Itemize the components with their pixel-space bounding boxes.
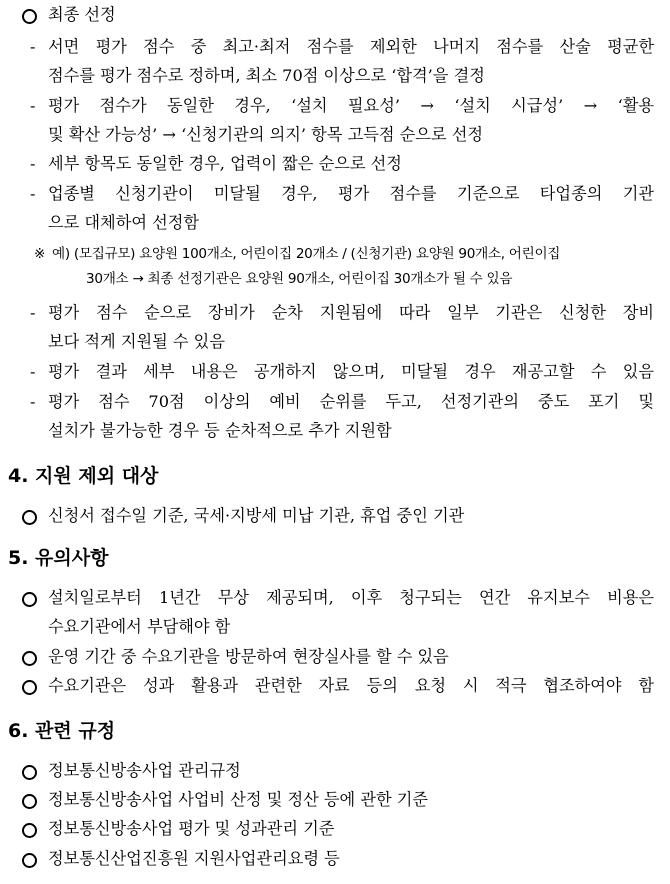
section-heading: 5. 유의사항	[8, 547, 109, 569]
note-line: 예) (모집규모) 요양원 100개소, 어린이집 20개소 / (신청기관) 요양원 90개소, 어린이집	[52, 246, 561, 262]
list-item: 운영 기간 중 수요기관을 방문하여 현장실사를 할 수 있음	[48, 647, 449, 666]
circle-bullet-icon	[22, 794, 37, 809]
circle-bullet-icon	[22, 765, 37, 780]
section-heading: 6. 관련 규정	[8, 720, 116, 742]
paragraph-line: 설치일로부터 1년간 무상 제공되며, 이후 청구되는 연간 유지보수 비용은	[48, 588, 654, 607]
circle-bullet-icon	[22, 592, 37, 607]
list-item: 정보통신방송사업 사업비 산정 및 정산 등에 관한 기준	[48, 790, 429, 809]
circle-bullet-icon	[22, 823, 37, 838]
paragraph-line: 수요기관에서 부담해야 함	[48, 617, 231, 636]
dash-bullet: -	[30, 96, 36, 115]
note-mark: ※	[34, 246, 46, 262]
dash-bullet: -	[30, 392, 36, 411]
paragraph-line: 업종별 신청기관이 미달될 경우, 평가 점수를 기준으로 타업종의 기관	[48, 184, 654, 203]
list-item: 신청서 접수일 기준, 국세·지방세 미납 기관, 휴업 중인 기관	[48, 506, 465, 525]
paragraph-line: 및 확산 가능성’ → ‘신청기관의 의지’ 항목 고득점 순으로 선정	[48, 125, 483, 144]
paragraph-line: 세부 항목도 동일한 경우, 업력이 짧은 순으로 선정	[48, 154, 402, 173]
paragraph-line: 점수를 평가 점수로 정하며, 최소 70점 이상으로 ‘합격’을 결정	[48, 66, 485, 85]
dash-bullet: -	[30, 37, 36, 56]
circle-bullet-icon	[22, 651, 37, 666]
list-item: 수요기관은 성과 활용과 관련한 자료 등의 요청 시 적극 협조하여야 함	[48, 676, 654, 695]
list-item: 정보통신산업진흥원 지원사업관리요령 등	[48, 849, 340, 868]
section-heading: 4. 지원 제외 대상	[8, 465, 159, 487]
circle-bullet-icon	[22, 9, 37, 24]
subsection-title: 최종 선정	[48, 5, 116, 24]
paragraph-line: 으로 대체하여 선정함	[48, 213, 200, 232]
circle-bullet-icon	[22, 853, 37, 868]
circle-bullet-icon	[22, 510, 37, 525]
paragraph-line: 평가 점수가 동일한 경우, ‘설치 필요성’ → ‘설치 시급성’ → ‘활용	[48, 96, 654, 115]
dash-bullet: -	[30, 184, 36, 203]
list-item: 정보통신방송사업 관리규정	[48, 761, 241, 780]
dash-bullet: -	[30, 303, 36, 322]
paragraph-line: 설치가 불가능한 경우 등 순차적으로 추가 지원함	[48, 421, 392, 440]
paragraph-line: 평가 점수 순으로 장비가 순차 지원됨에 따라 일부 기관은 신청한 장비	[48, 303, 654, 322]
paragraph-line: 서면 평가 점수 중 최고·최저 점수를 제외한 나머지 점수를 산술 평균한	[48, 37, 654, 56]
paragraph-line: 평가 점수 70점 이상의 예비 순위를 두고, 선정기관의 중도 포기 및	[48, 392, 654, 411]
dash-bullet: -	[30, 362, 36, 381]
circle-bullet-icon	[22, 680, 37, 695]
paragraph-line: 보다 적게 지원될 수 있음	[48, 332, 225, 351]
note-line: 30개소 → 최종 선정기관은 요양원 90개소, 어린이집 30개소가 될 수 있음	[86, 271, 513, 287]
list-item: 정보통신방송사업 평가 및 성과관리 기준	[48, 819, 335, 838]
dash-bullet: -	[30, 154, 36, 173]
paragraph-line: 평가 결과 세부 내용은 공개하지 않으며, 미달될 경우 재공고할 수 있음	[48, 362, 654, 381]
